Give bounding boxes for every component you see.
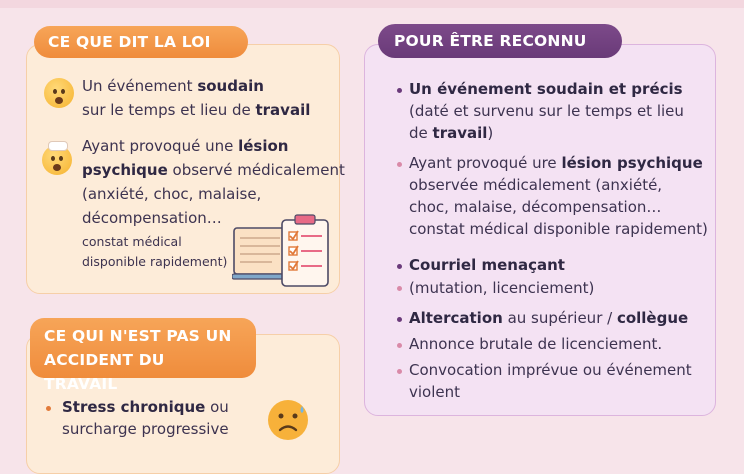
recognition-item-2-line-1: Ayant provoqué ure lésion psychique (409, 154, 703, 172)
not-accident-item-1-line-2: surcharge progressive (62, 420, 229, 438)
bullet-icon (397, 317, 402, 322)
law-item-1-line-2: sur le temps et lieu de travail (82, 101, 311, 119)
recognition-item-5: Annonce brutale de licenciement. (409, 335, 663, 353)
bullet-icon (397, 369, 402, 374)
bullet-icon (397, 343, 402, 348)
bullet-icon (397, 162, 402, 167)
recognition-item-1-line-3: de travail) (409, 124, 494, 142)
law-card-tag: CE QUE DIT LA LOI (34, 26, 248, 58)
medical-report-icon (232, 214, 342, 290)
law-item-1-line-1: Un événement soudain (82, 77, 264, 95)
bullet-icon (46, 406, 51, 411)
dizzy-face-icon (44, 78, 74, 108)
recognition-item-1-line-2: (daté et survenu sur le temps et lieu (409, 102, 684, 120)
bullet-icon (397, 286, 402, 291)
law-item-2-line-3: (anxiété, choc, malaise, (82, 185, 262, 203)
recognition-item-3-line-2: (mutation, licenciement) (409, 279, 595, 297)
law-item-2-line-4: décompensation… (82, 209, 222, 227)
recognition-item-4: Altercation au supérieur / collègue (409, 309, 689, 327)
not-accident-tag-line-2: ACCIDENT DU TRAVAIL (44, 351, 165, 393)
recognition-item-2-line-4: constat médical disponible rapidement) (409, 220, 708, 238)
bullet-icon (397, 264, 402, 269)
recognition-item-6-line-2: violent (409, 383, 461, 401)
recognition-item-1-line-1: Un événement soudain et précis (409, 80, 683, 98)
bullet-icon (397, 88, 402, 93)
recognition-item-6-line-1: Convocation imprévue ou événement (409, 361, 692, 379)
law-item-2-line-2: psychique observé médicalement (82, 161, 345, 179)
not-accident-tag-line-1: CE QUI N'EST PAS UN (44, 327, 232, 345)
bandaged-face-icon (42, 145, 72, 175)
recognition-item-2-line-2: observée médicalement (anxiété, (409, 176, 663, 194)
sad-face-icon (266, 398, 310, 442)
law-item-2-small-1: constat médical (82, 234, 182, 249)
not-accident-item-1-line-1: Stress chronique ou (62, 398, 229, 416)
law-item-2-small-2: disponible rapidement) (82, 254, 228, 269)
recognition-tag: POUR ÊTRE RECONNU (378, 24, 622, 58)
law-item-2-line-1: Ayant provoqué une lésion (82, 137, 289, 155)
not-accident-tag (30, 318, 256, 393)
recognition-item-3-line-1: Courriel menaçant (409, 256, 565, 274)
recognition-item-2-line-3: choc, malaise, décompensation… (409, 198, 662, 216)
top-strip (0, 0, 744, 8)
